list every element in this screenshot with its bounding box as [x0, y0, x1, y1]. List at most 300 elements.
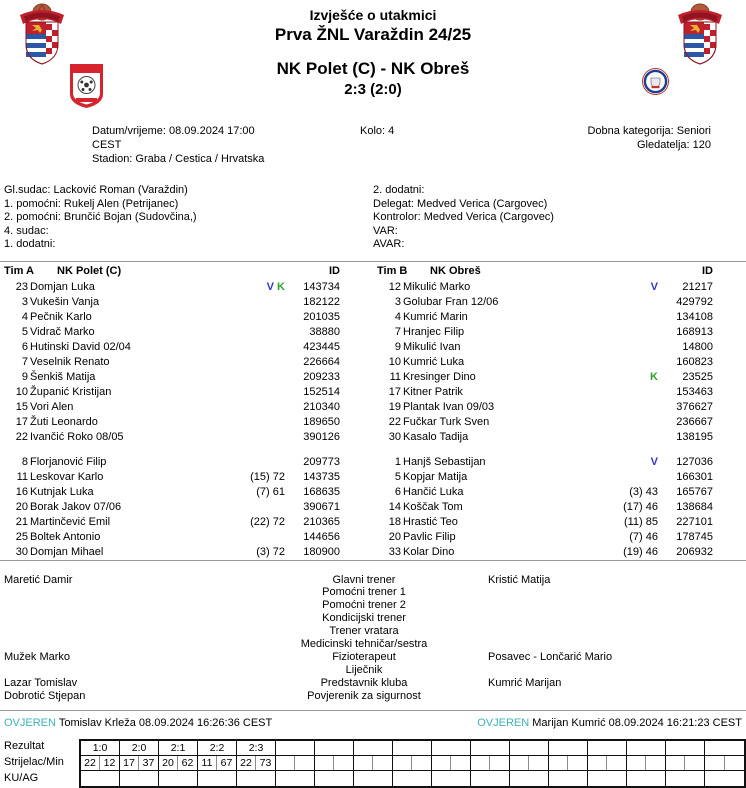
- staff-row: [4, 625, 744, 638]
- goalkeeper-mark: V: [650, 280, 658, 293]
- scorer-number: 17: [120, 756, 139, 770]
- away-verified-status: OVJEREN: [477, 716, 530, 729]
- score-cell: [588, 741, 627, 756]
- player-number: 11: [389, 370, 401, 383]
- staff-row: [4, 664, 744, 677]
- player-id: 376627: [676, 400, 713, 413]
- player-number: 25: [15, 530, 28, 543]
- staff-row: [4, 651, 744, 664]
- player-flags: [219, 515, 285, 530]
- player-row: [377, 530, 713, 545]
- kuag-cell: [159, 771, 198, 786]
- player-id: 165767: [676, 485, 713, 498]
- official-delegate: Delegat: Medved Verica (Cargovec): [373, 197, 548, 210]
- scorer-number: 22: [237, 756, 256, 770]
- scorer-number: [588, 756, 607, 770]
- staff-home-name: [4, 638, 244, 651]
- player-id: 21217: [682, 280, 713, 293]
- scorer-number: [666, 756, 685, 770]
- staff-away-name: [484, 612, 744, 625]
- player-row: [4, 370, 340, 385]
- scorer-minute-cell: [432, 756, 471, 771]
- player-id: 138195: [676, 430, 713, 443]
- player-row: [377, 355, 713, 370]
- player-flags: [592, 340, 658, 355]
- final-score: 2:3 (2:0): [344, 81, 402, 98]
- score-cell: [510, 741, 549, 756]
- player-row: [4, 515, 340, 530]
- player-number: 30: [388, 430, 401, 443]
- player-flags: [219, 545, 285, 560]
- scorer-minute-cell: [315, 756, 354, 771]
- player-flags: [592, 400, 658, 415]
- player-row: [4, 295, 340, 310]
- player-name: Veselnik Renato: [30, 355, 110, 368]
- staff-away-name: [484, 599, 744, 612]
- scorer-number: [471, 756, 490, 770]
- player-number: 10: [15, 385, 28, 398]
- player-id: 429792: [676, 295, 713, 308]
- player-number: 19: [388, 400, 401, 413]
- player-flags: [219, 325, 285, 340]
- match-info: [0, 118, 746, 170]
- away-certification: [477, 716, 742, 730]
- staff-home-name: Dobrotić Stjepan: [4, 689, 86, 702]
- score-cell: [705, 741, 744, 756]
- player-name: Kumrić Marin: [403, 310, 468, 323]
- goal-minute: 12: [103, 756, 116, 769]
- substitution-replaced: (3): [629, 485, 643, 498]
- kuag-row-label: KU/AG: [4, 771, 39, 784]
- team-b-club-name: NK Obreš: [430, 264, 481, 277]
- player-name: Kresinger Dino: [403, 370, 476, 383]
- player-flags: [219, 485, 285, 500]
- scorer-minute-cell: [510, 756, 549, 771]
- player-row: [377, 500, 713, 515]
- player-name: Hutinski David 02/04: [30, 340, 131, 353]
- player-name: Kumrić Luka: [403, 355, 465, 368]
- staff-home-name: [4, 599, 244, 612]
- player-number: 20: [388, 530, 401, 543]
- scorer-number: [549, 756, 568, 770]
- player-row: [377, 280, 713, 295]
- substitution-minute: 85: [645, 515, 658, 528]
- player-flags: [592, 370, 658, 385]
- team-a-player-list: [4, 280, 340, 560]
- kuag-cell: [705, 771, 744, 786]
- match-datetime: Datum/vrijeme: 08.09.2024 17:00 CEST: [92, 125, 255, 151]
- player-id: 127036: [676, 455, 713, 468]
- goal-minute: [529, 756, 548, 770]
- player-row: [377, 430, 713, 445]
- result-score-row: [81, 741, 744, 756]
- player-number: 11: [16, 470, 28, 483]
- player-number: 3: [394, 295, 401, 308]
- score-cell: [276, 741, 315, 756]
- scorer-number: [510, 756, 529, 770]
- player-name: Pavlic Filip: [403, 530, 456, 543]
- player-number: 6: [394, 485, 401, 498]
- player-row: [4, 310, 340, 325]
- goal-minute: [451, 756, 470, 770]
- player-id: 168635: [303, 485, 340, 498]
- goal-minute: [334, 756, 353, 770]
- player-name: Pečnik Karlo: [30, 310, 92, 323]
- scorer-minute-cell: [120, 756, 159, 771]
- score-cell: [471, 741, 510, 756]
- scorer-minute-cell: [276, 756, 315, 771]
- player-number: 1: [394, 455, 401, 468]
- score-cell: [393, 741, 432, 756]
- match-title: NK Polet (C) - NK Obreš: [276, 59, 470, 78]
- match-category: Dobna kategorija: Seniori: [587, 125, 711, 137]
- kuag-cell: [120, 771, 159, 786]
- player-number: 22: [388, 415, 401, 428]
- scorer-number: [315, 756, 334, 770]
- scorer-number: [393, 756, 412, 770]
- player-name: Vidrač Marko: [30, 325, 95, 338]
- player-number: 23: [15, 280, 28, 293]
- player-id: 166301: [676, 470, 713, 483]
- kuag-cell: [276, 771, 315, 786]
- staff-row: [4, 599, 744, 612]
- kuag-cell: [549, 771, 588, 786]
- player-id: 134108: [676, 310, 713, 323]
- goal-minute: [373, 756, 392, 770]
- player-number: 21: [15, 515, 28, 528]
- team-b-roster: [377, 262, 713, 560]
- scorer-minute-cell: [588, 756, 627, 771]
- player-row: [377, 295, 713, 310]
- player-row: [4, 545, 340, 560]
- player-row: [377, 415, 713, 430]
- staff-role-label: Povjerenik za sigurnost: [307, 689, 421, 702]
- scorer-number: [627, 756, 646, 770]
- id-column-header: ID: [702, 264, 713, 277]
- substitution-minute: 72: [272, 515, 285, 528]
- player-number: 17: [15, 415, 28, 428]
- staff-row: [4, 612, 744, 625]
- staff-home-name: [4, 625, 244, 638]
- player-name: Domjan Luka: [30, 280, 95, 293]
- team-a-roster: [4, 262, 340, 560]
- player-number: 5: [21, 325, 28, 338]
- player-number: 30: [15, 545, 28, 558]
- substitution-replaced: (7): [629, 530, 643, 543]
- staff-role-label: Liječnik: [345, 663, 383, 676]
- staff-section: [0, 561, 746, 710]
- player-name: Domjan Mihael: [30, 545, 104, 558]
- player-number: 16: [15, 485, 28, 498]
- certification-row: [0, 711, 746, 734]
- player-number: 5: [394, 470, 401, 483]
- staff-role-label: Predstavnik kluba: [320, 676, 408, 689]
- team-a-club-name: NK Polet (C): [57, 264, 122, 277]
- official-assistant-1: 1. pomoćni: Rukelj Alen (Petrijanec): [4, 197, 179, 210]
- player-id: 143734: [303, 280, 340, 293]
- player-number: 17: [388, 385, 401, 398]
- player-flags: [219, 500, 285, 515]
- player-flags: [592, 430, 658, 445]
- staff-row: [4, 574, 744, 587]
- staff-home-name: [4, 664, 244, 677]
- result-section: [0, 734, 746, 788]
- goal-minute: [685, 756, 704, 770]
- staff-home-name: [4, 586, 244, 599]
- staff-role-label: Medicinski tehničar/sestra: [300, 638, 428, 651]
- staff-home-name: Mužek Marko: [4, 650, 71, 663]
- player-name: Martinčević Emil: [30, 515, 111, 528]
- official-main-referee: Gl.sudac: Lacković Roman (Varaždin): [4, 184, 188, 196]
- player-flags: [219, 355, 285, 370]
- player-name: Kitner Patrik: [403, 385, 463, 398]
- substitution-replaced: (7): [256, 485, 270, 498]
- player-number: 14: [388, 500, 401, 513]
- player-id: 143735: [303, 470, 340, 483]
- goal-minute: 62: [181, 756, 194, 769]
- player-name: Šenkiš Matija: [30, 370, 96, 383]
- player-flags: [592, 295, 658, 310]
- player-flags: [219, 370, 285, 385]
- substitution-minute: 72: [272, 470, 285, 483]
- player-id: 210365: [303, 515, 340, 528]
- player-id: 390671: [303, 500, 340, 513]
- player-row: [4, 325, 340, 340]
- kuag-row: [81, 771, 744, 786]
- score-cell: 2:2: [198, 741, 237, 756]
- player-row: [377, 325, 713, 340]
- scorer-minute-cell: [81, 756, 120, 771]
- substitution-replaced: (3): [256, 545, 270, 558]
- goal-minute: [490, 756, 509, 770]
- scorer-minute-cell: [627, 756, 666, 771]
- away-verified-detail: Marijan Kumrić 08.09.2024 16:21:23 CEST: [532, 716, 742, 729]
- staff-role-label: Glavni trener: [332, 573, 396, 586]
- player-name: Hranjec Filip: [403, 325, 465, 338]
- player-id: 153463: [676, 385, 713, 398]
- staff-away-name: Kristić Matija: [488, 573, 551, 586]
- kuag-cell: [393, 771, 432, 786]
- goal-minute: 73: [259, 756, 272, 769]
- score-cell: 2:3: [237, 741, 276, 756]
- player-flags: [219, 400, 285, 415]
- player-row: [377, 310, 713, 325]
- player-id: 144656: [303, 530, 340, 543]
- player-flags: [219, 280, 285, 295]
- player-name: Hanjš Sebastijan: [403, 455, 486, 468]
- player-name: Plantak Ivan 09/03: [403, 400, 495, 413]
- player-flags: [592, 470, 658, 485]
- player-id: 210340: [303, 400, 340, 413]
- official-fourth: 4. sudac:: [4, 224, 49, 237]
- official-avar: AVAR:: [373, 238, 405, 250]
- player-id: 38880: [309, 325, 340, 338]
- player-flags: [219, 430, 285, 445]
- player-flags: [219, 310, 285, 325]
- score-cell: 1:0: [81, 741, 120, 756]
- player-flags: [219, 530, 285, 545]
- substitution-replaced: (19): [623, 545, 643, 558]
- staff-away-name: [484, 625, 744, 638]
- staff-away-name: [484, 664, 744, 677]
- officials-section: [0, 170, 746, 252]
- player-row: [4, 430, 340, 445]
- score-cell: [315, 741, 354, 756]
- scorer-minute-cell: [549, 756, 588, 771]
- player-row: [4, 340, 340, 355]
- kuag-cell: [354, 771, 393, 786]
- team-b-label: Tim B: [377, 264, 408, 277]
- player-row: [377, 455, 713, 470]
- score-cell: 2:0: [120, 741, 159, 756]
- kuag-cell: [588, 771, 627, 786]
- match-stadium: Stadion: Graba / Cestica / Hrvatska: [92, 153, 265, 165]
- substitution-replaced: (22): [250, 515, 270, 528]
- player-name: Žuti Leonardo: [30, 415, 98, 428]
- scorer-number: 22: [81, 756, 100, 770]
- official-additional-2: 2. dodatni:: [373, 184, 425, 196]
- scorer-number: [432, 756, 451, 770]
- player-name: Kopjar Matija: [403, 470, 468, 483]
- goal-minute: [568, 756, 587, 770]
- staff-role-label: Pomoćni trener 1: [322, 586, 406, 599]
- player-id: 189650: [303, 415, 340, 428]
- result-grid: [79, 739, 746, 788]
- player-name: Leskovar Karlo: [30, 470, 104, 483]
- match-attendance: Gledatelja: 120: [637, 139, 711, 151]
- player-row: [4, 355, 340, 370]
- player-row: [377, 385, 713, 400]
- scorer-minute-cell: [354, 756, 393, 771]
- scorer-number: 20: [159, 756, 178, 770]
- player-name: Ivančić Roko 08/05: [30, 430, 124, 443]
- player-row: [4, 415, 340, 430]
- staff-away-name: Posavec - Lončarić Mario: [488, 650, 613, 663]
- player-row: [377, 370, 713, 385]
- kuag-cell: [510, 771, 549, 786]
- player-row: [377, 545, 713, 560]
- official-var: VAR:: [373, 224, 398, 237]
- score-cell: [666, 741, 705, 756]
- player-flags: [219, 455, 285, 470]
- player-number: 8: [21, 455, 28, 468]
- player-flags: [592, 515, 658, 530]
- scorer-number: [354, 756, 373, 770]
- player-id: 236667: [676, 415, 713, 428]
- player-name: Kutnjak Luka: [30, 485, 94, 498]
- scorer-minute-row: [81, 756, 744, 771]
- kuag-cell: [237, 771, 276, 786]
- home-verified-detail: Tomislav Krleža 08.09.2024 16:26:36 CEST: [58, 716, 273, 729]
- player-number: 7: [21, 355, 28, 368]
- player-flags: [219, 295, 285, 310]
- scorer-minute-cell: [237, 756, 276, 771]
- result-row-label: Rezultat: [4, 739, 45, 752]
- player-name: Hrastić Teo: [403, 515, 458, 528]
- goal-minute: 37: [142, 756, 155, 769]
- kuag-cell: [471, 771, 510, 786]
- competition-title: Prva ŽNL Varaždin 24/25: [274, 25, 472, 44]
- player-id: 180900: [303, 545, 340, 558]
- player-name: Hančić Luka: [403, 485, 464, 498]
- staff-away-name: Kumrić Marijan: [488, 676, 562, 689]
- player-number: 18: [388, 515, 401, 528]
- goal-minute: [295, 756, 314, 770]
- player-name: Fučkar Turk Sven: [403, 415, 490, 428]
- score-cell: [627, 741, 666, 756]
- goal-minute: [412, 756, 431, 770]
- player-flags: [592, 310, 658, 325]
- player-name: Mikulić Marko: [403, 280, 471, 293]
- away-club-logo: [642, 68, 669, 98]
- player-row: [377, 340, 713, 355]
- player-number: 3: [21, 295, 28, 308]
- staff-role-label: Pomoćni trener 2: [322, 599, 406, 612]
- substitution-minute: 46: [645, 500, 658, 513]
- staff-home-name: Maretić Damir: [4, 573, 73, 586]
- player-row: [4, 385, 340, 400]
- score-cell: [354, 741, 393, 756]
- official-controller: Kontrolor: Medved Verica (Cargovec): [373, 211, 554, 223]
- player-flags: [592, 485, 658, 500]
- player-row: [377, 485, 713, 500]
- player-flags: [592, 500, 658, 515]
- kuag-cell: [198, 771, 237, 786]
- staff-away-name: [484, 638, 744, 651]
- kuag-cell: [81, 771, 120, 786]
- scorer-minute-cell: [159, 756, 198, 771]
- player-flags: [592, 325, 658, 340]
- official-additional-1: 1. dodatni:: [4, 238, 56, 250]
- goal-minute: [725, 756, 745, 770]
- staff-role-label: Fizioterapeut: [332, 650, 396, 663]
- player-row: [4, 470, 340, 485]
- player-name: Kasalo Tadija: [403, 430, 469, 443]
- staff-role-label: Kondicijski trener: [322, 612, 406, 625]
- player-name: Kolar Dino: [403, 545, 455, 558]
- team-a-label: Tim A: [4, 264, 34, 277]
- player-flags: [592, 530, 658, 545]
- player-id: 178745: [676, 530, 713, 543]
- player-name: Borak Jakov 07/06: [30, 500, 122, 513]
- player-flags: [592, 415, 658, 430]
- scorer-minute-cell: [393, 756, 432, 771]
- player-flags: [592, 385, 658, 400]
- player-flags: [592, 280, 658, 295]
- player-number: 12: [388, 280, 401, 293]
- kuag-cell: [666, 771, 705, 786]
- scorer-number: [276, 756, 295, 770]
- player-name: Vori Alen: [30, 400, 74, 413]
- player-number: 4: [21, 310, 28, 323]
- player-flags: [592, 355, 658, 370]
- substitution-replaced: (11): [623, 515, 643, 528]
- score-cell: [549, 741, 588, 756]
- scorer-number: 11: [198, 756, 217, 770]
- player-name: Golubar Fran 12/06: [403, 295, 499, 308]
- scorer-minute-cell: [198, 756, 237, 771]
- player-id: 14800: [682, 340, 713, 353]
- player-id: 226664: [303, 355, 340, 368]
- player-id: 390126: [303, 430, 340, 443]
- player-row: [4, 500, 340, 515]
- staff-home-name: [4, 612, 244, 625]
- player-row: [377, 400, 713, 415]
- player-id: 182122: [303, 295, 340, 308]
- player-id: 168913: [676, 325, 713, 338]
- goal-minute: 67: [220, 756, 233, 769]
- substitution-minute: 46: [645, 545, 658, 558]
